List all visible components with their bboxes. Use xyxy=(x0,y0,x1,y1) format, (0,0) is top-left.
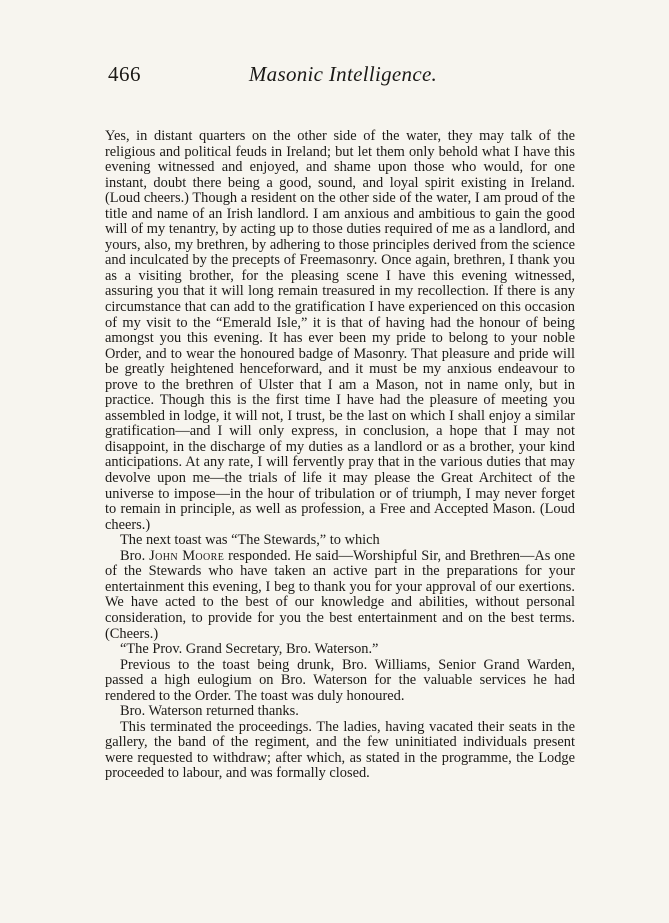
paragraph-prefix: Bro. xyxy=(120,547,150,564)
body-text xyxy=(105,129,575,782)
paragraph-speech-continuation: Yes, in distant quarters on the other side of the water, they may talk of the religious and political feuds in Ireland; but let them only behold what I have this evening witnessed and enjoyed, and shame upon those who would, for one instant, doubt there being a good, sound, and loyal spirit existing in Ireland. (Loud cheers.) Though a resident on the other side of the water, I am proud of the title and name of an Irish landlord. I am anxious and ambitious to gain the good will of my tenantry, by acting up to those duties required of me as a landlord, and yours, also, my brethren, by adhering to those principles derived from the science and inculcated by the precepts of Freemasonry. Once again, brethren, I thank you as a visiting brother, for the pleasing scene I have this evening witnessed, assuring you that it will long remain treasured in my recollection. If there is any circumstance that can add to the gratification I have experienced on this occasion of my visit to the “Emerald Isle,” it is that of having had the honour of being amongst you this evening. It has ever been my pride to belong to your noble Order, and to wear the honoured badge of Masonry. That pleasure and pride will be greatly heightened henceforward, and it must be my anxious endeavour to prove to the brethren of Ulster that I am a Mason, not in name only, but in practice. Though this is the first time I have had the pleasure of meeting you assembled in lodge, it will not, I trust, be the last on which I shall enjoy a similar gratification—and I will only express, in conclusion, a hope that I may not disappoint, in the discharge of my duties as a landlord or as a brother, your kind anticipations. At any rate, I will fervently pray that in the various duties that may devolve upon me—the trials of life it may please the Great Architect of the universe to impose—in the hour of tribulation or of triumph, I may never forget to remain in principle, as well as profession, a Free and Accepted Mason. (Loud cheers.) xyxy=(105,128,575,533)
paragraph-john-moore-response xyxy=(105,549,575,642)
page-number: 466 xyxy=(108,62,141,86)
paragraph-williams-eulogium: Previous to the toast being drunk, Bro. Williams, Senior Grand Warden, passed a high eulogium on Bro. Waterson for the valuable services he had rendered to the Order. The toast was duly honoured. xyxy=(105,656,575,704)
paragraph-secretary-toast: “The Prov. Grand Secretary, Bro. Waterson.” xyxy=(120,641,379,658)
speaker-name: John Moore xyxy=(149,547,225,564)
running-title: Masonic Intelligence. xyxy=(248,62,438,86)
page-header xyxy=(108,62,578,92)
paragraph-stewards-toast: The next toast was “The Stewards,” to which xyxy=(120,532,380,549)
paragraph-closing: This terminated the proceedings. The ladies, having vacated their seats in the gallery, the band of the regiment, and the few uninitiated individuals present were requested to withdraw; after which, as stated in the programme, the Lodge proceeded to labour, and was formally closed. xyxy=(105,718,575,782)
paragraph-rest: responded. He said—Worshipful Sir, and Brethren—As one of the Stewards who have taken an active part in the preparations for your entertainment this evening, I beg to thank you for your approval of our exertions. We have acted to the best of our knowledge and abilities, without personal consideration, to provide for you the best entertainment and on the best terms. (Cheers.) xyxy=(105,547,575,642)
paragraph-waterson-thanks: Bro. Waterson returned thanks. xyxy=(120,703,299,720)
